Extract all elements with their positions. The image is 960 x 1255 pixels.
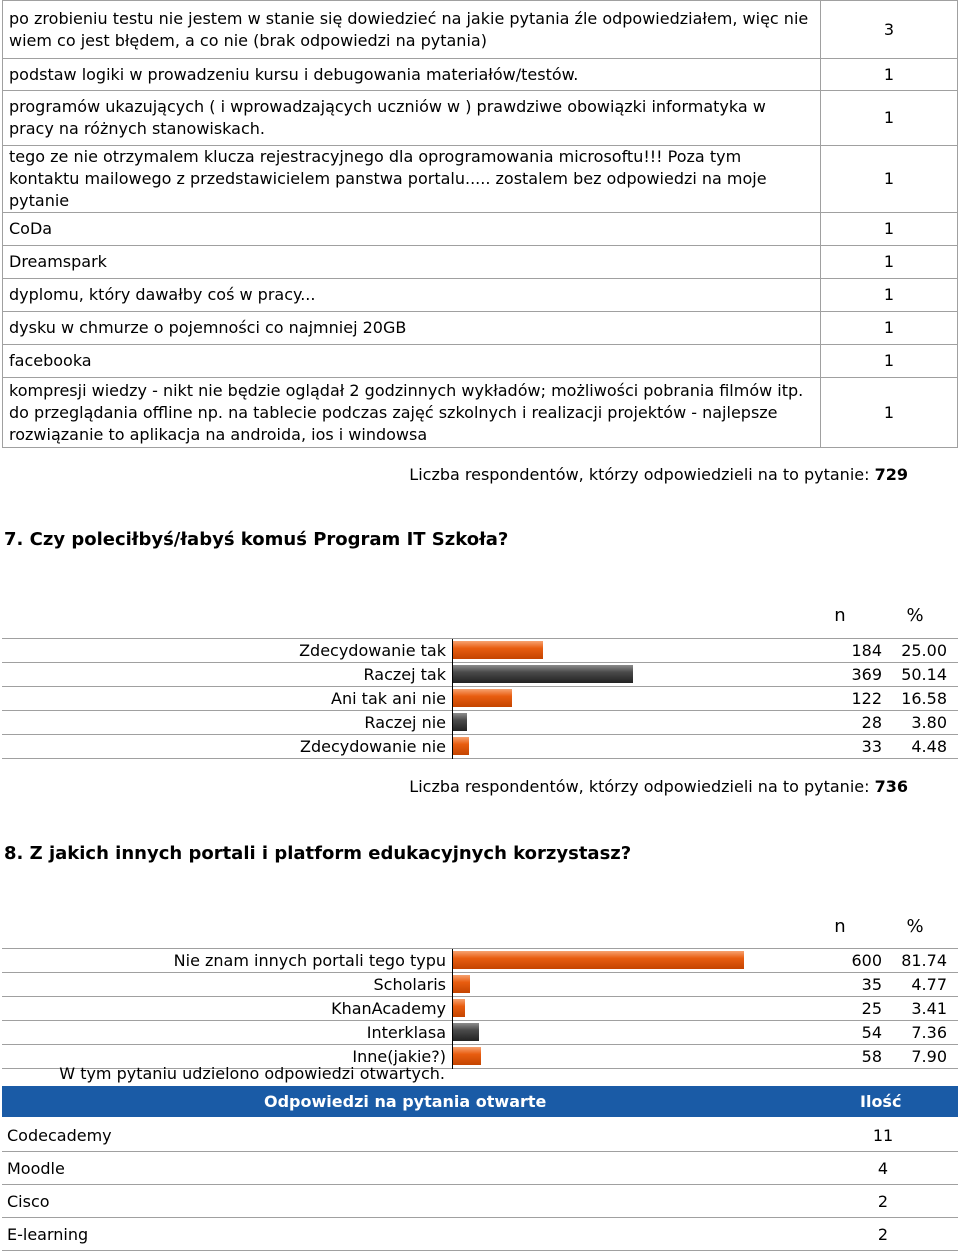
table-row: [2, 1119, 958, 1152]
answer-text: po zrobieniu testu nie jestem w stanie się dowiedzieć na jakie pytania źle odpowiedziałem, więc nie wiem co jest błędem, a co nie (brak odpowiedzi na pytania): [3, 1, 821, 59]
percent-value: 4.48: [911, 737, 947, 756]
open-answers-note: W tym pytaniu udzielono odpowiedzi otwartych.: [59, 1064, 445, 1083]
answer-count: 1: [821, 378, 958, 448]
respondents-value: 729: [874, 465, 908, 484]
answer-text: podstaw logiki w prowadzeniu kursu i debugowania materiałów/testów.: [3, 59, 821, 91]
answer-text: CoDa: [3, 213, 821, 246]
bar: [453, 737, 469, 755]
answer-text: Moodle: [2, 1152, 808, 1185]
category-label: Zdecydowanie nie: [299, 737, 446, 756]
answer-count: 2: [808, 1218, 958, 1251]
table-row: [3, 246, 958, 279]
answer-text: E-learning: [2, 1218, 808, 1251]
answer-count: 1: [821, 246, 958, 279]
table-row: [3, 213, 958, 246]
category-label: Inne(jakie?): [352, 1047, 446, 1066]
percent-value: 3.80: [911, 713, 947, 732]
category-label: Ani tak ani nie: [331, 689, 446, 708]
chart-row: [2, 711, 958, 735]
bar: [453, 1023, 479, 1041]
count-value: 369: [851, 665, 882, 684]
bar: [453, 641, 543, 659]
header-pct: %: [906, 916, 924, 937]
chart-q7: [2, 639, 958, 759]
count-value: 58: [861, 1047, 882, 1066]
respondents-label: Liczba respondentów, którzy odpowiedzieli na to pytanie:: [409, 777, 870, 796]
answer-count: 1: [821, 213, 958, 246]
count-value: 35: [861, 975, 882, 994]
table-row: [3, 378, 958, 448]
chart-row: [2, 949, 958, 973]
answer-text: dyplomu, który dawałby coś w pracy...: [3, 279, 821, 312]
percent-value: 4.77: [911, 975, 947, 994]
answer-count: 1: [821, 91, 958, 146]
chart-row: [2, 997, 958, 1021]
respondents-value: 736: [874, 777, 908, 796]
answer-text: facebooka: [3, 345, 821, 378]
axis-line: [452, 639, 453, 759]
axis-line: [452, 949, 453, 1069]
category-label: KhanAcademy: [331, 999, 446, 1018]
table-row: [2, 1218, 958, 1251]
table-row: [2, 1152, 958, 1185]
count-value: 122: [851, 689, 882, 708]
header-pct: %: [906, 605, 924, 626]
answer-text: Cisco: [2, 1185, 808, 1218]
percent-value: 81.74: [901, 951, 947, 970]
percent-value: 25.00: [901, 641, 947, 660]
header-n: n: [834, 605, 846, 626]
answer-count: 1: [821, 345, 958, 378]
header-n: n: [834, 916, 846, 937]
chart-row: [2, 1021, 958, 1045]
category-label: Scholaris: [373, 975, 446, 994]
answer-text: kompresji wiedzy - nikt nie będzie oglądał 2 godzinnych wykładów; możliwości pobrania filmów itp. do przeglądania offline np. na tablecie podczas zajęć szkolnych i realizacji projektów - najlepsze rozwiązanie to aplikacja na androida, ios i windowsa: [3, 378, 821, 448]
question-title-q7: 7. Czy poleciłbyś/łabyś komuś Program IT Szkoła?: [4, 529, 509, 550]
chart-header-q7: [0, 605, 960, 629]
percent-value: 16.58: [901, 689, 947, 708]
chart-row: [2, 735, 958, 759]
answer-count: 1: [821, 59, 958, 91]
count-value: 33: [861, 737, 882, 756]
category-label: Interklasa: [366, 1023, 446, 1042]
category-label: Nie znam innych portali tego typu: [173, 951, 446, 970]
count-value: 54: [861, 1023, 882, 1042]
respondents-label: Liczba respondentów, którzy odpowiedzieli na to pytanie:: [409, 465, 870, 484]
table-row: [3, 91, 958, 146]
percent-value: 3.41: [911, 999, 947, 1018]
percent-value: 7.90: [911, 1047, 947, 1066]
question-title-q8: 8. Z jakich innych portali i platform edukacyjnych korzystasz?: [4, 843, 632, 864]
respondents-count-q6: [409, 465, 908, 484]
chart-row: [2, 639, 958, 663]
answer-count: 1: [821, 312, 958, 345]
table-row: [3, 146, 958, 213]
answer-count: 4: [808, 1152, 958, 1185]
chart-header-q8: [0, 916, 960, 940]
bar: [453, 975, 470, 993]
respondents-count-q7: [409, 777, 908, 796]
table-row: [3, 312, 958, 345]
chart-row: [2, 687, 958, 711]
table-row: [3, 1, 958, 59]
open-answers-table: [2, 0, 958, 448]
chart-q8: [2, 949, 958, 1069]
percent-value: 50.14: [901, 665, 947, 684]
chart-row: [2, 663, 958, 687]
category-label: Zdecydowanie tak: [299, 641, 446, 660]
table-row: [3, 279, 958, 312]
percent-value: 7.36: [911, 1023, 947, 1042]
bar: [453, 999, 465, 1017]
answer-count: 2: [808, 1185, 958, 1218]
category-label: Raczej nie: [364, 713, 446, 732]
answer-text: Codecademy: [2, 1119, 808, 1152]
count-value: 25: [861, 999, 882, 1018]
open-answers-header: [2, 1086, 958, 1117]
count-value: 184: [851, 641, 882, 660]
bar: [453, 1047, 481, 1065]
answer-text: dysku w chmurze o pojemności co najmniej 20GB: [3, 312, 821, 345]
header-count: Ilość: [860, 1092, 902, 1111]
answer-count: 11: [808, 1119, 958, 1152]
chart-row: [2, 973, 958, 997]
table-row: [2, 1185, 958, 1218]
answer-text: programów ukazujących ( i wprowadzających uczniów w ) prawdziwe obowiązki informatyka w pracy na różnych stanowiskach.: [3, 91, 821, 146]
header-label: Odpowiedzi na pytania otwarte: [264, 1092, 547, 1111]
bar: [453, 689, 512, 707]
open-answers-table-q8: [2, 1119, 958, 1251]
answer-text: Dreamspark: [3, 246, 821, 279]
category-label: Raczej tak: [363, 665, 446, 684]
bar: [453, 951, 744, 969]
answer-count: 1: [821, 279, 958, 312]
bar: [453, 665, 633, 683]
table-row: [3, 59, 958, 91]
count-value: 28: [861, 713, 882, 732]
answer-text: tego ze nie otrzymalem klucza rejestracyjnego dla oprogramowania microsoftu!!! Poza tym kontaktu mailowego z przedstawicielem panstwa portalu..... zostalem bez odpowiedzi na moje pytanie: [3, 146, 821, 213]
count-value: 600: [851, 951, 882, 970]
bar: [453, 713, 467, 731]
answer-count: 1: [821, 146, 958, 213]
answer-count: 3: [821, 1, 958, 59]
table-row: [3, 345, 958, 378]
